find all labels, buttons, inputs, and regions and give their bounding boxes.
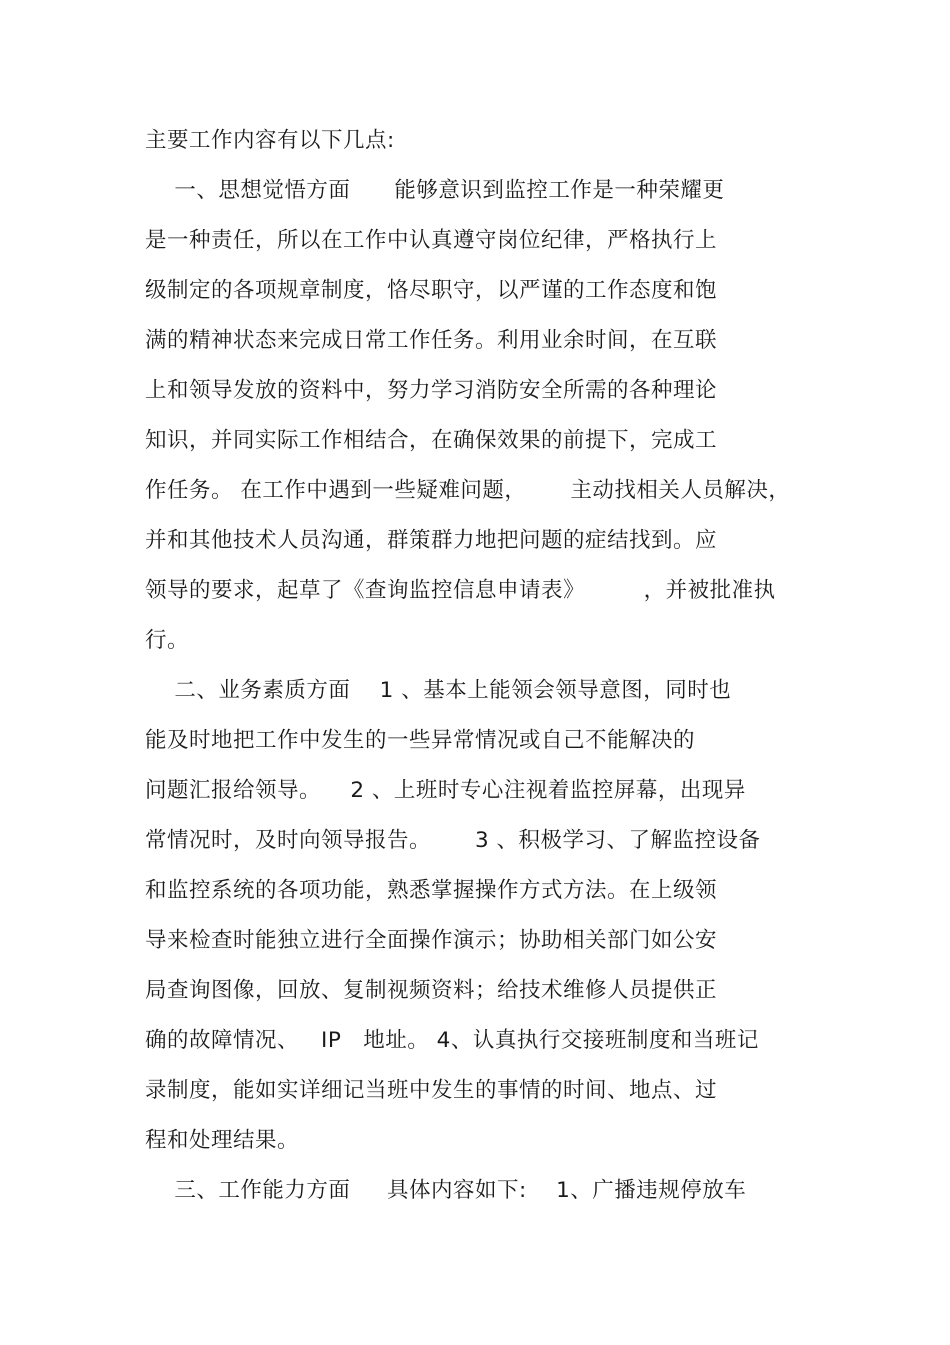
text-line: 录制度，能如实详细记当班中发生的事情的时间、地点、过: [145, 1078, 718, 1103]
text-line: 行。: [145, 628, 190, 653]
text-line: 级制定的各项规章制度，恪尽职守，以严谨的工作态度和饱: [145, 278, 718, 303]
text-line: 主要工作内容有以下几点:: [145, 128, 395, 153]
text-line: 上和领导发放的资料中，努力学习消防安全所需的各种理论: [145, 378, 718, 403]
text-line: 能及时地把工作中发生的一些异常情况或自己不能解决的: [145, 728, 696, 753]
text-line: 和监控系统的各项功能，熟悉掌握操作方式方法。在上级领: [145, 878, 718, 903]
text-line: 局查询图像，回放、复制视频资料；给技术维修人员提供正: [145, 978, 718, 1003]
text-line: 三、工作能力方面 具体内容如下: 1、广播违规停放车: [145, 1178, 747, 1203]
text-line: 常情况时，及时向领导报告。 3 、积极学习、了解监控设备: [145, 828, 761, 853]
text-line: 二、业务素质方面 1 、基本上能领会领导意图，同时也: [145, 678, 732, 703]
text-line: 问题汇报给领导。 2 、上班时专心注视着监控屏幕，出现异: [145, 778, 746, 803]
text-line: 确的故障情况、 IP 地址。 4、认真执行交接班制度和当班记: [145, 1028, 759, 1053]
text-line: 领导的要求，起草了《查询监控信息申请表》 ，并被批准执: [145, 578, 776, 603]
text-line: 满的精神状态来完成日常工作任务。利用业余时间，在互联: [145, 328, 718, 353]
text-line: 作任务。 在工作中遇到一些疑难问题， 主动找相关人员解决，: [145, 478, 791, 503]
text-line: 知识，并同实际工作相结合，在确保效果的前提下，完成工: [145, 428, 718, 453]
text-line: 程和处理结果。: [145, 1128, 300, 1153]
text-line: 一、思想觉悟方面 能够意识到监控工作是一种荣耀更: [145, 178, 725, 203]
text-line: 导来检查时能独立进行全面操作演示；协助相关部门如公安: [145, 928, 718, 953]
text-line: 并和其他技术人员沟通，群策群力地把问题的症结找到。应: [145, 528, 718, 553]
text-line: 是一种责任，所以在工作中认真遵守岗位纪律，严格执行上: [145, 228, 718, 253]
